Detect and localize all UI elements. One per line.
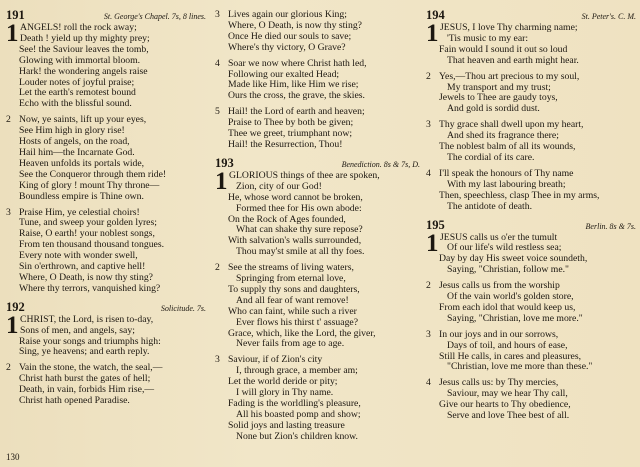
hymn-192-verse-2: 2 Vain the stone, the watch, the seal,— xyxy=(6,362,163,374)
hymn-195-verse-4: 4 Jesus calls us: by Thy mercies, xyxy=(426,377,559,389)
hymn-195-verse-1: 1 JESUS calls us o'er the tumult Of our life's wild restless sea; xyxy=(426,229,562,257)
hymn-195-verse-3: 3 In our joys and in our sorrows, xyxy=(426,328,559,340)
tune-label: Solicitude. 7s. xyxy=(160,303,206,313)
hymn-193-verse-2: 2 See the streams of living waters, xyxy=(215,262,354,274)
hymn-192-verse-3: 3 Lives again our glorious King; xyxy=(215,9,347,20)
hymn-192-verse-4: 4 Soar we now where Christ hath led, xyxy=(215,57,367,69)
hymn-191-verse-2: 2 Now, ye saints, lift up your eyes, xyxy=(6,114,147,126)
hymn-191-verse-1: 1 ANGELS! roll the rock away; Death ! yield up thy mighty prey; xyxy=(6,20,150,47)
hymn-194-verse-3: 3 Thy grace shall dwell upon my heart, xyxy=(426,119,584,131)
hymn-number: 194 xyxy=(426,8,445,22)
column-left: 191 St. George's Chapel. 7s, 8 lines. 1 ANGELS! roll the rock away; Death ! yield up thy mighty prey; See! the Saviour leaves the tomb, Glowing with immortal bloom. Hark! the wondering angels raise Louder notes of joyful praise; Let the earth's remotest bound Echo with the blissful sound. 2 Now, ye saints, lift up your eyes, See Him high in glory rise! Hosts of angels, on the road, Hail him—the Incarnate God. Heaven unfolds its portals wide, See the Conqueror through them ride! King of glory ! mount Thy throne— Boundless empire is Thine own. 3 Praise Him, ye celestial choirs! Tune, and sweep your golden lyres; Raise, O earth! your noblest songs, From ten thousand thousand tongues. Every note with wonder swell, Sin o'erthrown, and captive hell! Where, O Death, is now thy sting? Where thy terrors, vanquished king? 192 Solicitude. 7s. 1 CHRIST, the Lord, is risen to-day, Sons of men, and angels, say; Raise your songs and triumphs high: Sing, ye heavens; and earth reply. 2 Vain the stone, the watch, the seal,— Christ hath burst the gates of hell; Death, in vain, forbids Him rise,— Christ hath opened Paradise. xyxy=(6,8,206,407)
column-middle: 3 Lives again our glorious King; Where, O Death, is now thy sting? Once He died our souls to save; Where's thy victory, O Grave? 4 Soar we now where Christ hath led, Following our exalted Head; Made like Him, like Him we rise; Ours the cross, the grave, the skies. 5 Hail! the Lord of earth and heaven; Praise to Thee by both be given; Thee we greet, triumphant now; Hail! the Resurrection, Thou! 193 Benediction. 8s & 7s, D. 1 GLORIOUS things of thee are spoken, Zion, city of our God! He, whose word cannot be broken, Formed thee for His own abode: On the Rock of Ages founded, What can shake thy sure repose? With salvation's walls surrounded, Thou may'st smile at all thy foes. 2 See the streams of living waters, Springing from eternal love, To supply thy sons and daughters, And all fear of want remove! Who can faint, while such a river Ever flows his thirst t' assuage? Grace, which, like the Lord, the giver, Never fails from age to age. 3 Saviour, if of Zion's city I, through grace, a member am; Let the world deride or pity; I will glory in Thy name. Fading is the worldling's pleasure, All his boasted pomp and show; Solid joys and lasting treasure None but Zion's children know. xyxy=(215,9,420,442)
tune-label: St. Peter's. C. M. xyxy=(581,12,636,21)
hymn-194-verse-4: 4 I'll speak the honours of Thy name xyxy=(426,167,574,179)
hymn-number: 195 xyxy=(426,217,445,232)
hymn-195-verse-2: 2 Jesus calls us from the worship xyxy=(426,280,560,292)
hymn-194-verse-2: 2 Yes,—Thou art precious to my soul, xyxy=(426,70,580,82)
tune-label: St. George's Chapel. 7s, 8 lines. xyxy=(103,12,206,21)
column-right: 194 St. Peter's. C. M. 1 JESUS, I love Thy charming name; 'Tis music to my ear: Fain would I sound it out so loud That heaven and earth might hear. 2 Yes,—Thou art precious to my soul, My transport and my trust; Jewels to Thee are gaudy toys, And gold is sordid dust. 3 Thy grace shall dwell upon my heart, And shed its fragrance there; The noblest balm of all its wounds, The cordial of its care. 4 I'll speak the honours of Thy name With my last labouring breath; Then, speechless, clasp Thee in my arms, The antidote of death. 195 Berlin. 8s & 7s. 1 JESUS calls us o'er the tumult Of our life's wild restless sea; Day by day His sweet voice soundeth, Saying, "Christian, follow me." 2 Jesus calls us from the worship Of the vain world's golden store, From each idol that would keep us, Saying, "Christian, love me more." 3 In our joys and in our sorrows, Days of toil, and hours of ease, Still He calls, in cares and pleasures, "Christian, love me more than these." 4 Jesus calls us: by Thy mercies, Saviour, may we hear Thy call, Give our hearts to Thy obedience, Serve and love Thee best of all. xyxy=(426,8,636,422)
hymn-193-verse-3: 3 Saviour, if of Zion's city xyxy=(215,354,323,366)
hymn-193-verse-1: 1 GLORIOUS things of thee are spoken, Zion, city of our God! xyxy=(215,167,380,195)
tune-label: Berlin. 8s & 7s. xyxy=(585,221,636,231)
hymn-194-verse-1: 1 JESUS, I love Thy charming name; 'Tis music to my ear: xyxy=(426,20,578,47)
hymn-191-verse-3: 3 Praise Him, ye celestial choirs! xyxy=(6,206,140,218)
hymn-number: 192 xyxy=(6,299,25,314)
hymn-192-verse-5: 5 Hail! the Lord of earth and heaven; xyxy=(215,106,365,118)
hymn-192-verse-1: 1 CHRIST, the Lord, is risen to-day, Sons of men, and angels, say; xyxy=(6,311,154,339)
tune-label: Benediction. 8s & 7s, D. xyxy=(341,159,420,169)
hymn-number: 191 xyxy=(6,8,25,22)
page-number: 130 xyxy=(6,452,20,462)
hymn-number: 193 xyxy=(215,155,234,170)
